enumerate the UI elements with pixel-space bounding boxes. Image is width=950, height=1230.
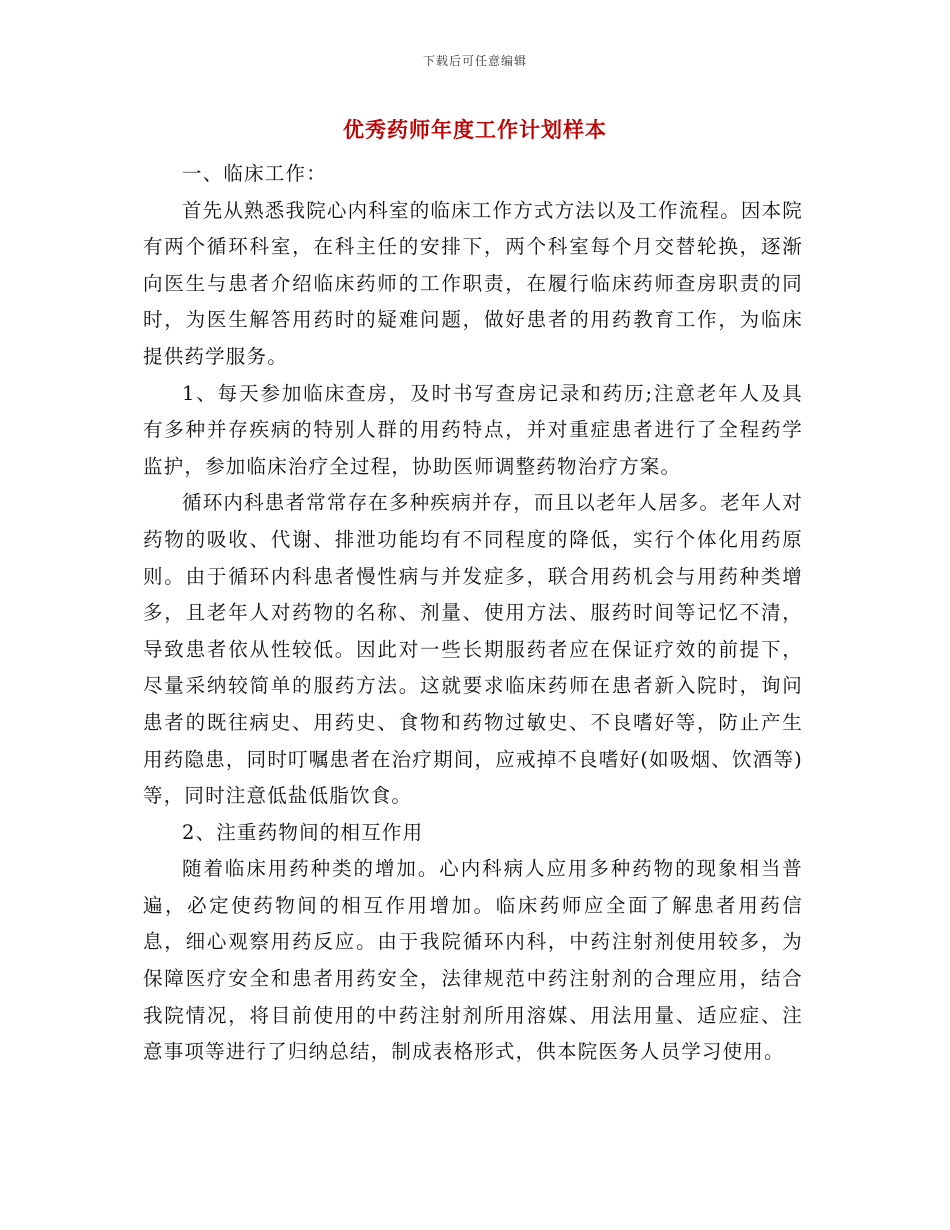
document-title: 优秀药师年度工作计划样本	[343, 117, 607, 142]
paragraph-item-1: 1、每天参加临床查房，及时书写查房记录和药历;注意老年人及具有多种并存疾病的特别人群的用药特点，并对重症患者进行了全程药学监护，参加临床治疗全过程，协助医师调整药物治疗方案。	[143, 381, 803, 478]
paragraph-item-2: 2、注重药物间的相互作用	[182, 820, 424, 844]
document-body	[143, 156, 803, 1071]
paragraph-cardiology-patients: 循环内科患者常常存在多种疾病并存，而且以老年人居多。老年人对药物的吸收、代谢、排泄功能均有不同程度的降低，实行个体化用药原则。由于循环内科患者慢性病与并发症多，联合用药机会与用药种类增多，且老年人对药物的名称、剂量、使用方法、服药时间等记忆不清，导致患者依从性较低。因此对一些长期服药者应在保证疗效的前提下，尽量采纳较简单的服药方法。这就要求临床药师在患者新入院时，询问患者的既往病史、用药史、食物和药物过敏史、不良嗜好等，防止产生用药隐患，同时叮嘱患者在治疗期间，应戒掉不良嗜好(如吸烟、饮酒等)等，同时注意低盐低脂饮食。	[143, 491, 804, 808]
paragraph-section-heading: 一、临床工作：	[182, 162, 327, 185]
paragraph-intro: 首先从熟悉我院心内科室的临床工作方式方法以及工作流程。因本院有两个循环科室，在科主任的安排下，两个科室每个月交替轮换，逐渐向医生与患者介绍临床药师的工作职责，在履行临床药师查房职责的同时，为医生解答用药时的疑难问题，做好患者的用药教育工作，为临床提供药学服务。	[143, 198, 804, 368]
paragraph-drug-interactions: 随着临床用药种类的增加。心内科病人应用多种药物的现象相当普遍，必定使药物间的相互作用增加。临床药师应全面了解患者用药信息，细心观察用药反应。由于我院循环内科，中药注射剂使用较多，为保障医疗安全和患者用药安全，法律规范中药注射剂的合理应用，结合我院情况，将目前使用的中药注射剂所用溶媒、用法用量、适应症、注意事项等进行了归纳总结，制成表格形式，供本院医务人员学习使用。	[143, 857, 803, 1064]
header-note: 下载后可任意编辑	[422, 54, 527, 68]
